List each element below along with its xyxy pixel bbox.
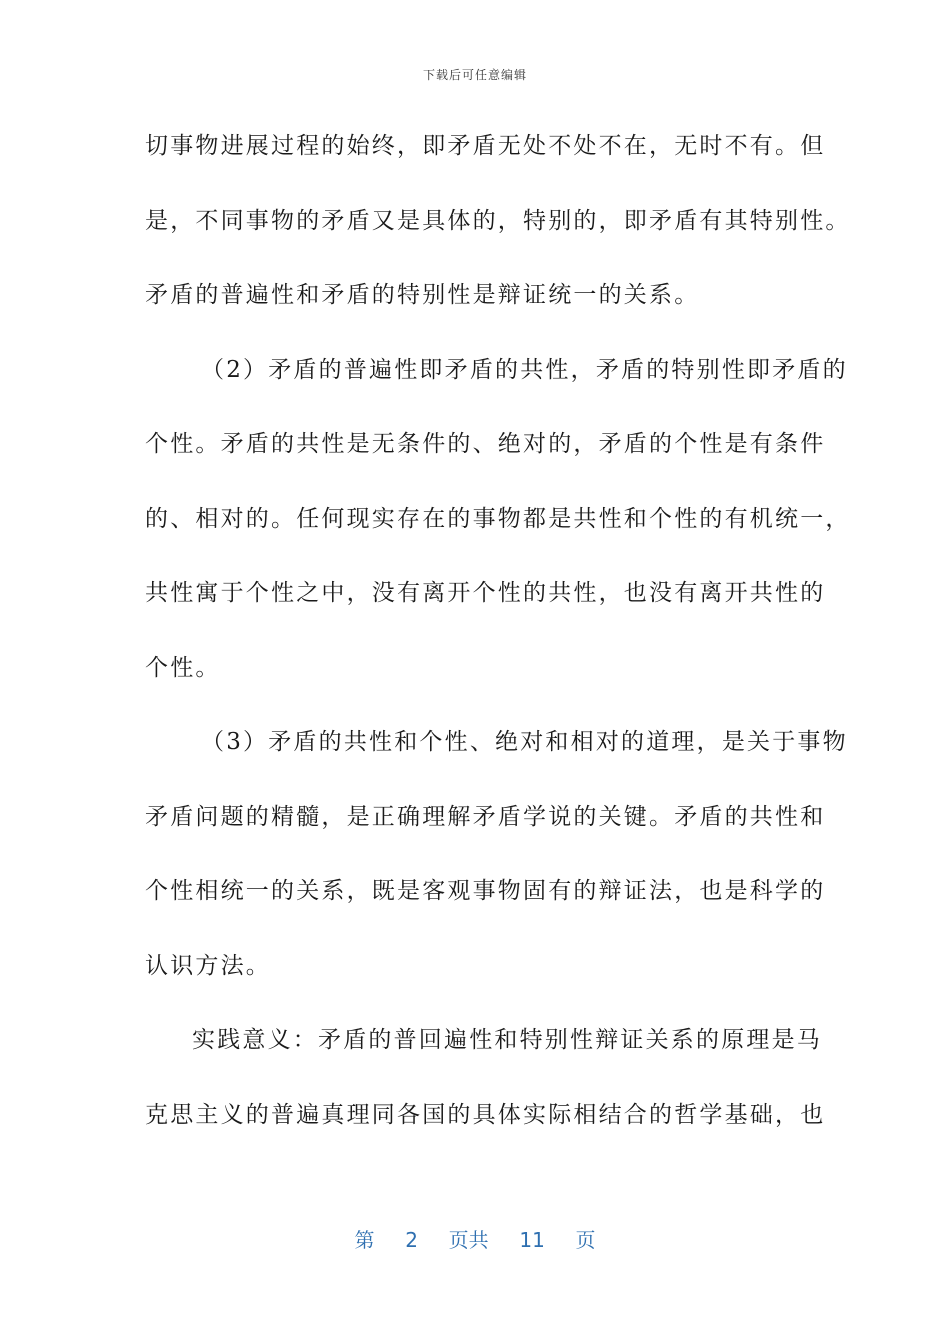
- footer-page-total: 11: [519, 1228, 545, 1252]
- body-line: 认识方法。: [145, 952, 271, 979]
- body-line: 共性寓于个性之中，没有离开个性的共性，也没有离开共性的: [145, 580, 826, 606]
- body-line: 个性相统一的关系，既是客观事物固有的辩证法，也是科学的: [145, 878, 826, 904]
- body-line: （3）矛盾的共性和个性、绝对和相对的道理，是关于事物: [201, 729, 848, 755]
- footer-page-number: 2: [405, 1228, 418, 1252]
- body-line: 是，不同事物的矛盾又是具体的，特别的，即矛盾有其特别性。: [145, 207, 851, 234]
- body-line: 实践意义：矛盾的普回遍性和特别性辩证关系的原理是马: [192, 1027, 822, 1053]
- page-footer: [0, 1224, 950, 1253]
- body-line: 个性。: [145, 654, 221, 681]
- body-line: 切事物进展过程的始终，即矛盾无处不处不在，无时不有。但: [145, 133, 826, 159]
- footer-page-middle: 页共: [448, 1228, 489, 1252]
- footer-page-suffix: 页: [575, 1228, 596, 1252]
- body-line: 矛盾的普遍性和矛盾的特别性是辩证统一的关系。: [145, 282, 700, 308]
- body-line: （2）矛盾的普遍性即矛盾的共性，矛盾的特别性即矛盾的: [201, 356, 848, 383]
- body-line: 的、相对的。任何现实存在的事物都是共性和个性的有机统一，: [145, 505, 851, 532]
- document-body: [145, 118, 851, 1161]
- page-header-note: 下载后可任意编辑: [422, 68, 527, 82]
- body-line: 个性。矛盾的共性是无条件的、绝对的，矛盾的个性是有条件: [145, 431, 826, 457]
- body-line: 克思主义的普遍真理同各国的具体实际相结合的哲学基础，也: [145, 1101, 826, 1128]
- body-line: 矛盾问题的精髓，是正确理解矛盾学说的关键。矛盾的共性和: [145, 803, 826, 830]
- footer-page-prefix: 第: [354, 1228, 375, 1252]
